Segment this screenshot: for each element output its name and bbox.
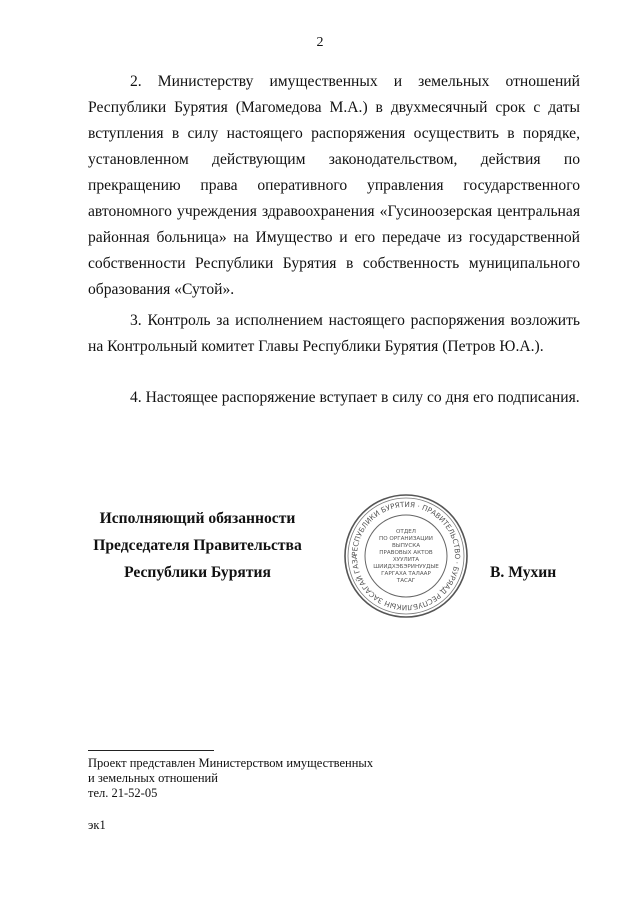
signer-name: В. Мухин	[490, 564, 557, 581]
paragraph-4: 4. Настоящее распоряжение вступает в силу со дня его подписания.	[130, 389, 580, 406]
svg-text:ШИИДХЭБЭРИНУУДЫЕ: ШИИДХЭБЭРИНУУДЫЕ	[373, 564, 439, 570]
signer-position-line: Исполняющий обязанности	[99, 510, 296, 527]
signer-position-line: Республики Бурятия	[124, 564, 271, 581]
svg-text:ПО ОРГАНИЗАЦИИ: ПО ОРГАНИЗАЦИИ	[379, 536, 433, 542]
footnote-phone: тел. 21-52-05	[88, 786, 158, 800]
signer-position-line: Председателя Правительства	[93, 537, 302, 554]
paragraph-2: 2. Министерству имущественных и земельных отношений Республики Бурятия (Магомедова М.А.) в двухмесячный срок с даты вступления в силу настоящего распоряжения осуществить в порядке, установленном действующим законодательством, действия по прекращению права оперативного управления государственного автономного учреждения здравоохранения «Гусиноозерская центральная районная больница» на Имущество и его передаче из государственной собственности Республики Бурятия в собственность муниципального образования «Сутой».	[88, 73, 580, 298]
svg-text:ВЫПУСКА: ВЫПУСКА	[391, 543, 421, 549]
document-code: эк1	[88, 818, 106, 832]
official-round-seal-icon	[343, 493, 469, 619]
footnote-line: и земельных отношений	[88, 771, 218, 785]
svg-text:ПРАВОВЫХ АКТОВ: ПРАВОВЫХ АКТОВ	[379, 550, 433, 556]
svg-text:РЕСПУБЛИКИ БУРЯТИЯ · ПРАВИТЕЛЬ: РЕСПУБЛИКИ БУРЯТИЯ · ПРАВИТЕЛЬСТВО · БУРЯАД РЕСПУБЛИКЫН ЗАСАГАЙ ГАЗА	[349, 499, 463, 613]
svg-text:ОТДЕЛ: ОТДЕЛ	[396, 529, 416, 535]
svg-text:ГАРГАХА ТАЛААР: ГАРГАХА ТАЛААР	[381, 571, 431, 577]
paragraph-3: 3. Контроль за исполнением настоящего распоряжения возложить на Контрольный комитет Главы Республики Бурятия (Петров Ю.А.).	[88, 312, 580, 355]
svg-text:ХУУЛИТА: ХУУЛИТА	[392, 557, 420, 563]
footnote-line: Проект представлен Министерством имущественных	[88, 756, 374, 770]
footnote-divider	[88, 750, 214, 751]
page-number: 2	[316, 35, 324, 50]
svg-text:ТАСАГ: ТАСАГ	[396, 578, 416, 584]
